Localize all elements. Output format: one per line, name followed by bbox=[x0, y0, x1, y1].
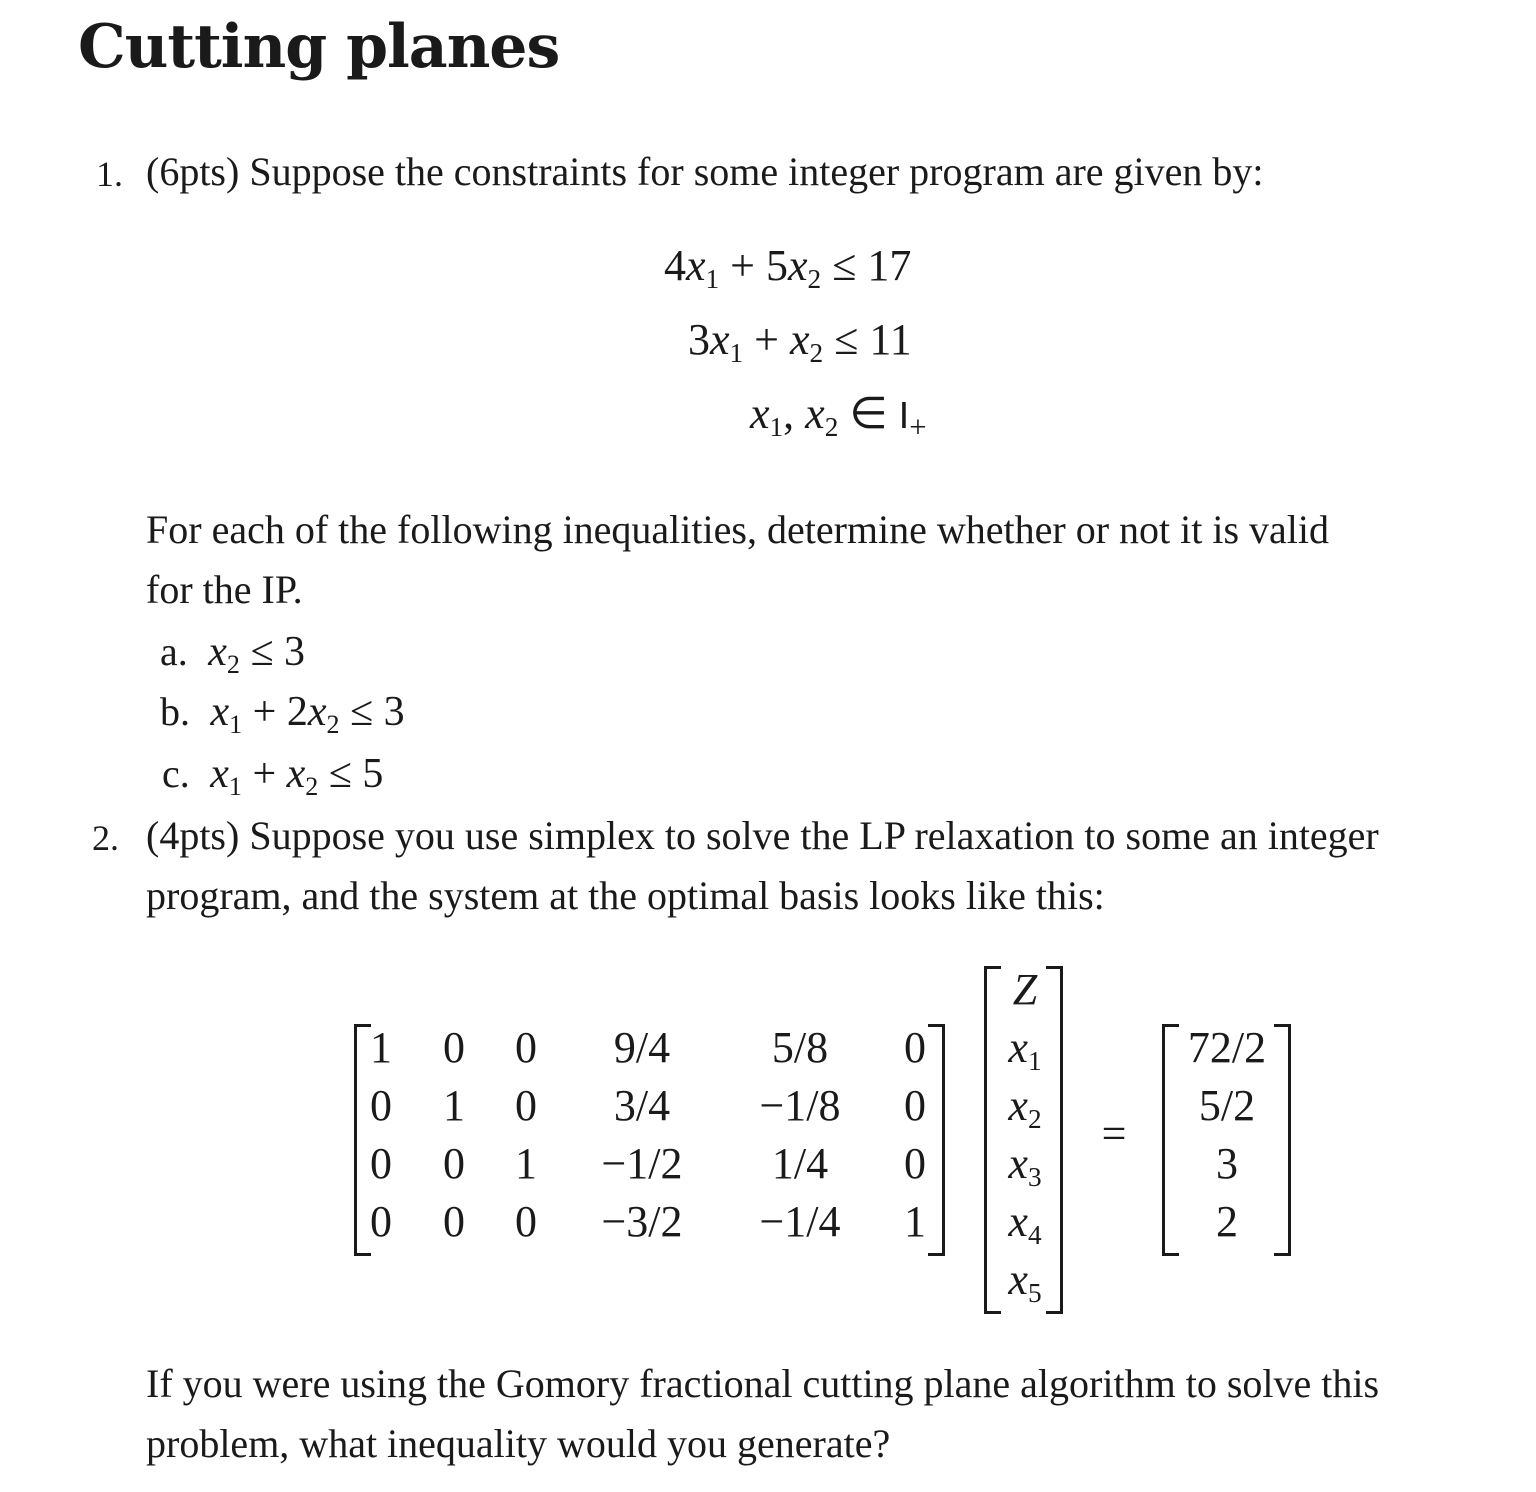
rhs-cell: 5/2 bbox=[1198, 1081, 1256, 1130]
constraint-2: $3x_1 + x_2 \le 11$ bbox=[688, 315, 912, 369]
part-b-coef2: 2 bbox=[286, 689, 308, 735]
matrix-cell: 0 bbox=[370, 1081, 392, 1130]
vector-var-x4: $x_4$ bbox=[1008, 1197, 1042, 1251]
rhs-left-bracket bbox=[1162, 1024, 1179, 1256]
constraint-1-rel: ≤ bbox=[832, 241, 857, 290]
matrix-cell: 0 bbox=[443, 1139, 465, 1188]
vector-left-bracket bbox=[984, 966, 1001, 1314]
matrix-cell: −3/2 bbox=[601, 1197, 683, 1246]
matrix-cell: 5/8 bbox=[771, 1023, 829, 1072]
vector-var-x2: $x_2$ bbox=[1008, 1081, 1042, 1135]
matrix-cell: 0 bbox=[443, 1023, 465, 1072]
equals-sign: = bbox=[1101, 1109, 1127, 1158]
rhs-cell: 72/2 bbox=[1187, 1023, 1267, 1072]
vector-var-x3: $x_3$ bbox=[1008, 1139, 1042, 1193]
matrix-cell: 0 bbox=[515, 1081, 537, 1130]
matrix-cell: 1 bbox=[904, 1197, 926, 1246]
matrix-cell: 0 bbox=[515, 1197, 537, 1246]
matrix-right-bracket bbox=[928, 1024, 945, 1256]
q2-prompt-line2: program, and the system at the optimal basis looks like this: bbox=[146, 873, 1105, 918]
q1-number: 1. bbox=[96, 154, 123, 194]
matrix-cell: 0 bbox=[515, 1023, 537, 1072]
part-c: c. $x_1 + x_2 \le 5$ bbox=[162, 751, 384, 801]
integer-set-symbol: I bbox=[898, 396, 910, 437]
matrix-cell: 1 bbox=[443, 1081, 465, 1130]
part-c-label: c. bbox=[162, 751, 190, 796]
matrix-left-bracket bbox=[354, 1024, 371, 1256]
constraint-3: $x_1$, $x_2$ ∈ $I_+$ bbox=[750, 389, 927, 445]
part-c-rhs: 5 bbox=[362, 751, 384, 797]
vector-var-x1: $x_1$ bbox=[1008, 1023, 1042, 1077]
vector-var-x5: $x_5$ bbox=[1008, 1255, 1042, 1309]
q2-prompt-line1: (4pts) Suppose you use simplex to solve the LP relaxation to some an integer bbox=[146, 813, 1379, 858]
rhs-cell: 3 bbox=[1216, 1139, 1238, 1188]
matrix-cell: 3/4 bbox=[613, 1081, 671, 1130]
q1-prompt: (6pts) Suppose the constraints for some integer program are given by: bbox=[146, 149, 1264, 194]
rhs-cell: 2 bbox=[1216, 1197, 1238, 1246]
constraint-1-rhs: 17 bbox=[867, 241, 912, 290]
q1-instruction-line1: For each of the following inequalities, determine whether or not it is valid bbox=[146, 507, 1330, 552]
constraint-1-coef1: 4 bbox=[664, 241, 686, 290]
matrix-cell: 0 bbox=[904, 1139, 926, 1188]
part-a-rhs: 3 bbox=[284, 629, 305, 675]
q2-question-line1: If you were using the Gomory fractional cutting plane algorithm to solve this bbox=[146, 1361, 1380, 1406]
vector-var-z: Z bbox=[1012, 965, 1038, 1014]
matrix-cell: 9/4 bbox=[613, 1023, 671, 1072]
q1-instruction-line2: for the IP. bbox=[146, 567, 303, 612]
matrix-cell: −1/2 bbox=[601, 1139, 683, 1188]
matrix-cell: 1 bbox=[370, 1023, 392, 1072]
constraint-1: $4x_1 + 5x_2 \le 17$ bbox=[664, 241, 912, 295]
part-b: b. $x_1 + 2x_2 \le 3$ bbox=[160, 689, 405, 739]
matrix-cell: 0 bbox=[904, 1081, 926, 1130]
rhs-right-bracket bbox=[1274, 1024, 1291, 1256]
matrix-cell: 1 bbox=[515, 1139, 537, 1188]
matrix-cell: −1/8 bbox=[759, 1081, 841, 1130]
constraint-2-rhs: 11 bbox=[869, 315, 912, 364]
matrix-cell: −1/4 bbox=[759, 1197, 841, 1246]
constraint-2-coef1: 3 bbox=[688, 315, 710, 364]
integer-set-sub: + bbox=[909, 410, 927, 445]
constraint-1-coef2: 5 bbox=[766, 241, 788, 290]
matrix-cell: 1/4 bbox=[771, 1139, 829, 1188]
part-b-rhs: 3 bbox=[383, 689, 405, 735]
part-b-label: b. bbox=[160, 689, 190, 734]
matrix-cell: 0 bbox=[370, 1139, 392, 1188]
part-a-label: a. bbox=[160, 629, 188, 674]
vector-right-bracket bbox=[1046, 966, 1063, 1314]
matrix-cell: 0 bbox=[904, 1023, 926, 1072]
matrix-cell: 0 bbox=[370, 1197, 392, 1246]
q2-number: 2. bbox=[92, 818, 119, 858]
constraint-2-rel: ≤ bbox=[834, 315, 859, 364]
page-title: Cutting planes bbox=[78, 12, 560, 82]
part-a: a. $x_2 \le 3$ bbox=[160, 629, 305, 679]
q2-question-line2: problem, what inequality would you generate? bbox=[146, 1421, 891, 1466]
matrix-cell: 0 bbox=[443, 1197, 465, 1246]
